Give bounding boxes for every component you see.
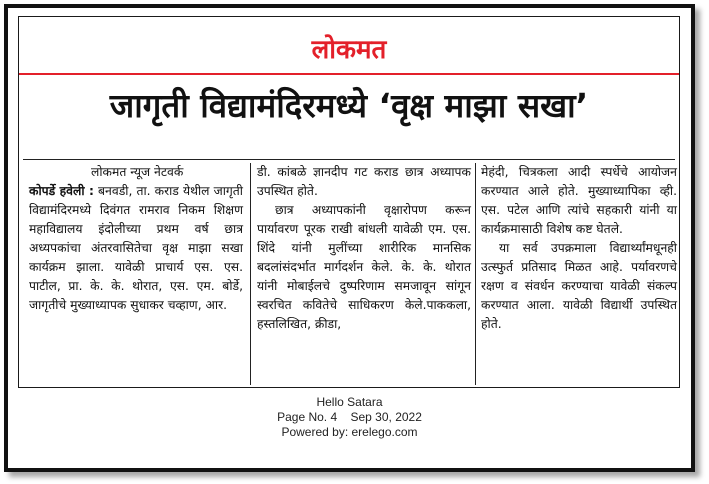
article-column-1 [29,163,243,315]
column-3-paragraph-1: मेहंदी, चित्रकला आदी स्पर्धेचे आयोजन करण्यात आले होते. मुख्याध्यापिका व्ही. एस. पटेल आणि त्यांचे सहकारी यांनी या कार्यक्रमासाठी विशेष कष्ट घेतले. [481,165,677,236]
column-2-paragraph-1: डी. कांबळे ज्ञानदीप गट कराड छात्र अध्यापक उपस्थित होते. [257,165,471,198]
column-2-paragraph-2: छात्र अध्यापकांनी वृक्षारोपण करून पार्यावरण पूरक राखी बांधली यावेळी एम. एस. शिंदे यांनी मुलींच्या शारीरिक मानसिक बदलांसंदर्भात मार्गदर्शन केले. के. के. थोरात यांनी मोबाईलचे दुष्परिणाम समजावून सांगून स्वरचित कवितेचे साधिकरण केले.पाककला, हस्तलिखित, क्रीडा, [257,203,471,331]
column-divider [250,163,251,385]
dateline: कोपर्डे हवेली : [29,184,94,198]
article-column-2 [257,163,471,334]
column-1-paragraph [29,182,243,315]
article-headline: जागृती विद्यामंदिरमध्ये ‘वृक्ष माझा सखा’ [109,86,589,125]
column-3-paragraph-2: या सर्व उपक्रमाला विद्यार्थ्यांमधूनही उत्स्फुर्त प्रतिसाद मिळत आहे. पर्यावरणचे रक्षण व संवर्धन करण्याचा यावेळी संकल्प करण्यात आला. यावेळी विद्यार्थी उपस्थित होते. [481,241,677,331]
page-frame [4,4,695,472]
footer-source: Hello Satara [316,395,383,409]
news-clipping [18,16,680,388]
footer-page-date: Page No. 4 Sep 30, 2022 [277,410,422,424]
column-1-text: बनवडी, ता. कराड येथील जागृती विद्यामंदिरमध्ये दिवंगत रामराव निकम शिक्षण महाविद्यालय इंदोलीच्या प्रथम वर्ष छात्र अध्यपकांचा अंतरवासितेचा वृक्ष माझा सखा कार्यक्रम झाला. यावेळी प्राचार्य एस. एस. पाटील, प्रा. के. के. थोरात, एस. एम. बोर्डे, जागृतीचे मुख्याध्यापक सुधाकर चव्हाण, आर. [29,184,243,312]
footer-powered-by: Powered by: erelego.com [281,425,418,439]
masthead-logo: लोकमत [311,35,387,65]
page-footer [8,395,691,440]
column-divider [475,163,476,385]
byline: लोकमत न्यूज नेटवर्क [91,165,184,179]
article-column-3 [481,163,677,334]
headline-divider [23,159,675,160]
